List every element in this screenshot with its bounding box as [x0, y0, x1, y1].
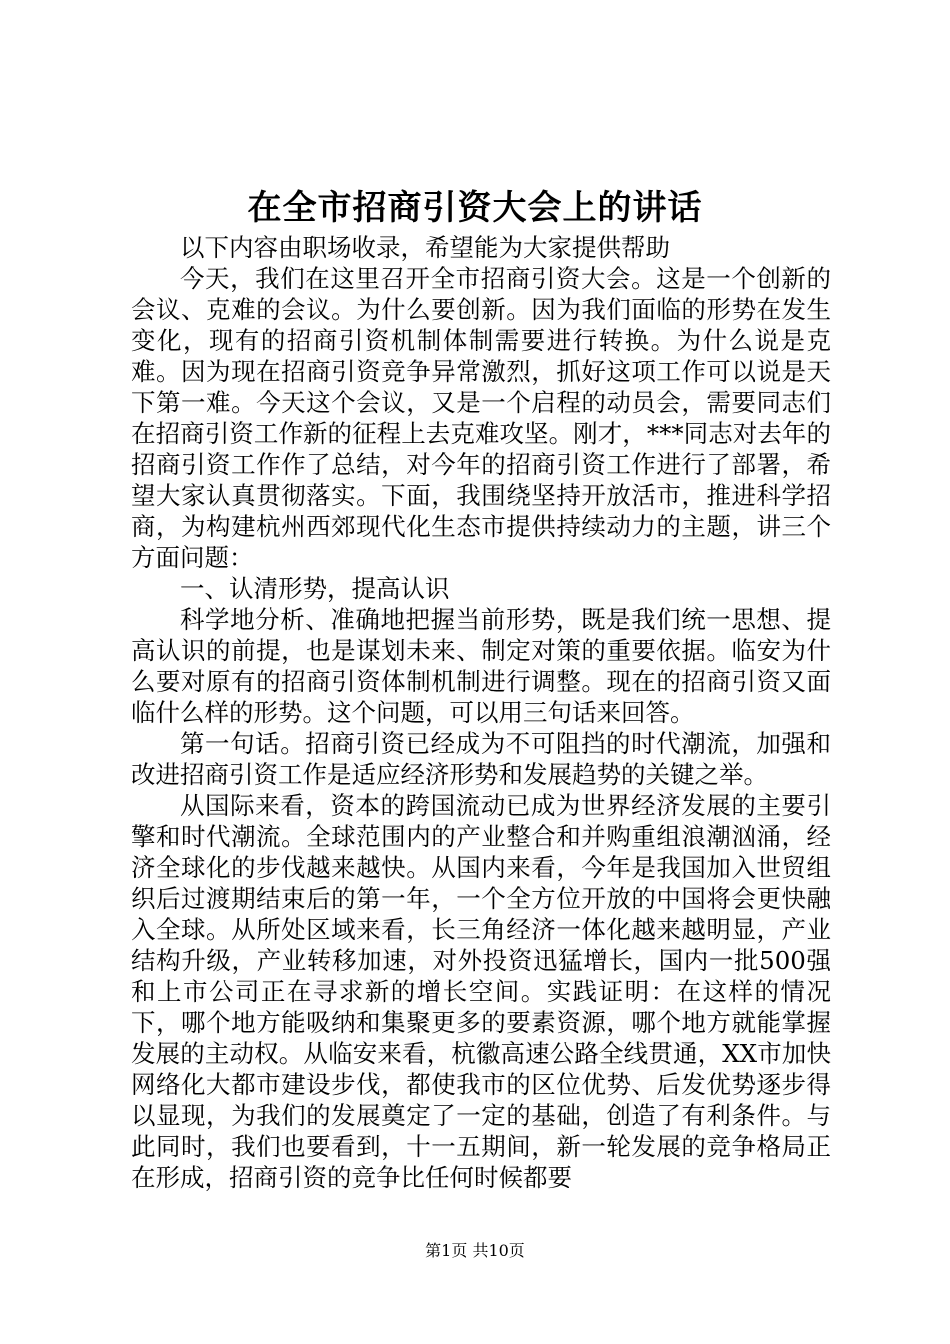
- document-title: 在全市招商引资大会上的讲话: [247, 188, 703, 228]
- paragraph-international: 从国际来看，资本的跨国流动已成为世界经济发展的主要引擎和时代潮流。全球范围内的产业整合和并购重组浪潮汹涌，经济全球化的步伐越来越快。从国内来看，今年是我国加入世贸组织后过渡期结束后的第一年，一个全方位开放的中国将会更快融入全球。从所处区域来看，长三角经济一体化越来越明显，产业结构升级，产业转移加速，对外投资迅猛增长，国内一批500强和上市公司正在寻求新的增长空间。实践证明：在这样的情况下，哪个地方能吸纳和集聚更多的要素资源，哪个地方就能掌握发展的主动权。从临安来看，杭徽高速公路全线贯通，XX市加快网络化大都市建设步伐，都使我市的区位优势、后发优势逐步得以显现，为我们的发展奠定了一定的基础，创造了有利条件。与此同时，我们也要看到，十一五期间，新一轮发展的竞争格局正在形成，招商引资的竞争比任何时候都要: [131, 791, 831, 1192]
- page-number-footer: 第1页 共10页: [425, 1241, 525, 1260]
- paragraph-opening: 今天，我们在这里召开全市招商引资大会。这是一个创新的会议、克难的会议。为什么要创新。因为我们面临的形势在发生变化，现有的招商引资机制体制需要进行转换。为什么说是克难。因为现在招商引资竞争异常激烈，抓好这项工作可以说是天下第一难。今天这个会议，又是一个启程的动员会，需要同志们在招商引资工作新的征程上去克难攻坚。刚才，***同志对去年的招商引资工作作了总结，对今年的招商引资工作进行了部署，希望大家认真贯彻落实。下面，我围绕坚持开放活市，推进科学招商，为构建杭州西郊现代化生态市提供持续动力的主题，讲三个方面问题：: [131, 264, 831, 572]
- document-body: [131, 232, 831, 1193]
- paragraph-first-sentence: 第一句话。招商引资已经成为不可阻挡的时代潮流，加强和改进招商引资工作是适应经济形势和发展趋势的关键之举。: [131, 729, 831, 789]
- paragraph-intro-note: 以下内容由职场收录，希望能为大家提供帮助: [180, 233, 670, 262]
- paragraph-situation: 科学地分析、准确地把握当前形势，既是我们统一思想、提高认识的前提，也是谋划未来、制定对策的重要依据。临安为什么要对原有的招商引资体制机制进行调整。现在的招商引资又面临什么样的形势。这个问题，可以用三句话来回答。: [131, 605, 831, 727]
- section-heading-1: 一、认清形势，提高认识: [180, 574, 450, 603]
